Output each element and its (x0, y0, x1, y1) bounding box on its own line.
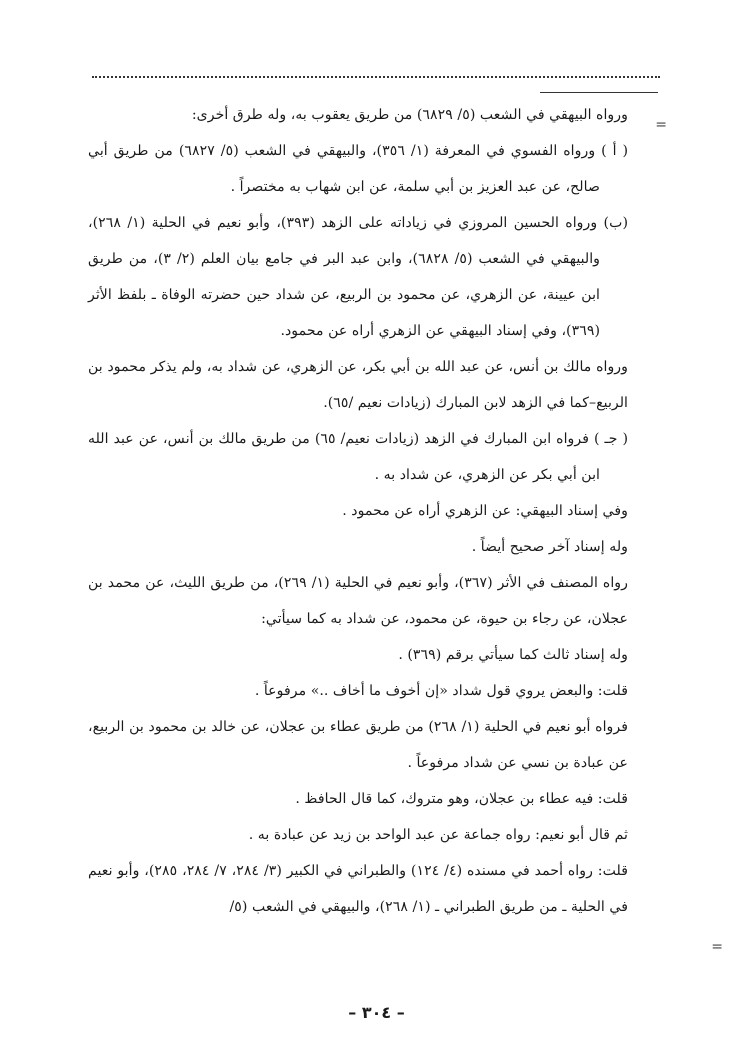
paragraph-item-a: ( أ ) ورواه الفسوي في المعرفة (١/ ٣٥٦)، والبيهقي في الشعب (٥/ ٦٨٢٧) من طريق أبي صالح، عن عبد العزيز بن أبي سلمة، عن ابن شهاب به مختصراً . (88, 143, 628, 195)
paragraph-item-b: (ب) ورواه الحسين المروزي في زياداته على الزهد (٣٩٣)، وأبو نعيم في الحلية (١/ ٢٦٨)، والبيهقي في الشعب (٥/ ٦٨٢٨)، وابن عبد البر في جامع بيان العلم (٢/ ٣)، من طريق ابن عيينة، عن الزهري، عن محمود بن الربيع، عن شداد حين حضرته الوفاة ـ بلفظ الأثر (٣٦٩)، وفي إسناد البيهقي عن الزهري أراه عن محمود. (88, 215, 628, 339)
paragraph: فرواه أبو نعيم في الحلية (١/ ٢٦٨) من طريق عطاء بن عجلان، عن خالد بن محمود بن الربيع، عن عبادة بن نسي عن شداد مرفوعاً . (88, 719, 629, 771)
paragraph: قلت: فيه عطاء بن عجلان، وهو متروك، كما قال الحافظ . (295, 791, 628, 807)
paragraph: وفي إسناد البيهقي: عن الزهري أراه عن محمود . (342, 503, 628, 519)
page-number: – ٣٠٤ – (348, 1003, 405, 1022)
header-dotted-rule (92, 76, 660, 78)
paragraph: ثم قال أبو نعيم: رواه جماعة عن عبد الواحد بن زيد عن عبادة به . (248, 827, 628, 843)
paragraph: ورواه مالك بن أنس، عن عبد الله بن أبي بكر، عن الزهري، عن شداد به، ولم يذكر محمود بن الربيع–كما في الزهد لابن المبارك (زيادات نعيم /٦٥). (88, 359, 628, 411)
page-body (88, 97, 628, 925)
paragraph: قلت: والبعض يروي قول شداد «إن أخوف ما أخاف ..» مرفوعاً . (254, 683, 628, 699)
paragraph-item-c: ( جـ ) فرواه ابن المبارك في الزهد (زيادات نعيم/ ٦٥) من طريق مالك بن أنس، عن عبد الله ابن أبي بكر عن الزهري، عن شداد به . (88, 431, 628, 483)
margin-mark-top: = (655, 117, 667, 133)
paragraph: وله إسناد ثالث كما سيأتي برقم (٣٦٩) . (398, 647, 628, 663)
paragraph: وله إسناد آخر صحيح أيضاً . (471, 539, 628, 555)
paragraph: ورواه البيهقي في الشعب (٥/ ٦٨٢٩) من طريق يعقوب به، وله طرق أخرى: (191, 107, 628, 123)
margin-mark-bottom: = (711, 939, 723, 955)
header-short-rule (540, 92, 658, 93)
paragraph: قلت: رواه أحمد في مسنده (٤/ ١٢٤) والطبراني في الكبير (٣/ ٢٨٤، ٧/ ٢٨٤، ٢٨٥)، وأبو نعيم في الحلية ـ من طريق الطبراني ـ (١/ ٢٦٨)، والبيهقي في الشعب (٥/ (88, 863, 628, 915)
paragraph: رواه المصنف في الأثر (٣٦٧)، وأبو نعيم في الحلية (١/ ٢٦٩)، من طريق الليث، عن محمد بن عجلان، عن رجاء بن حيوة، عن محمود، عن شداد به كما سيأتي: (88, 575, 628, 627)
